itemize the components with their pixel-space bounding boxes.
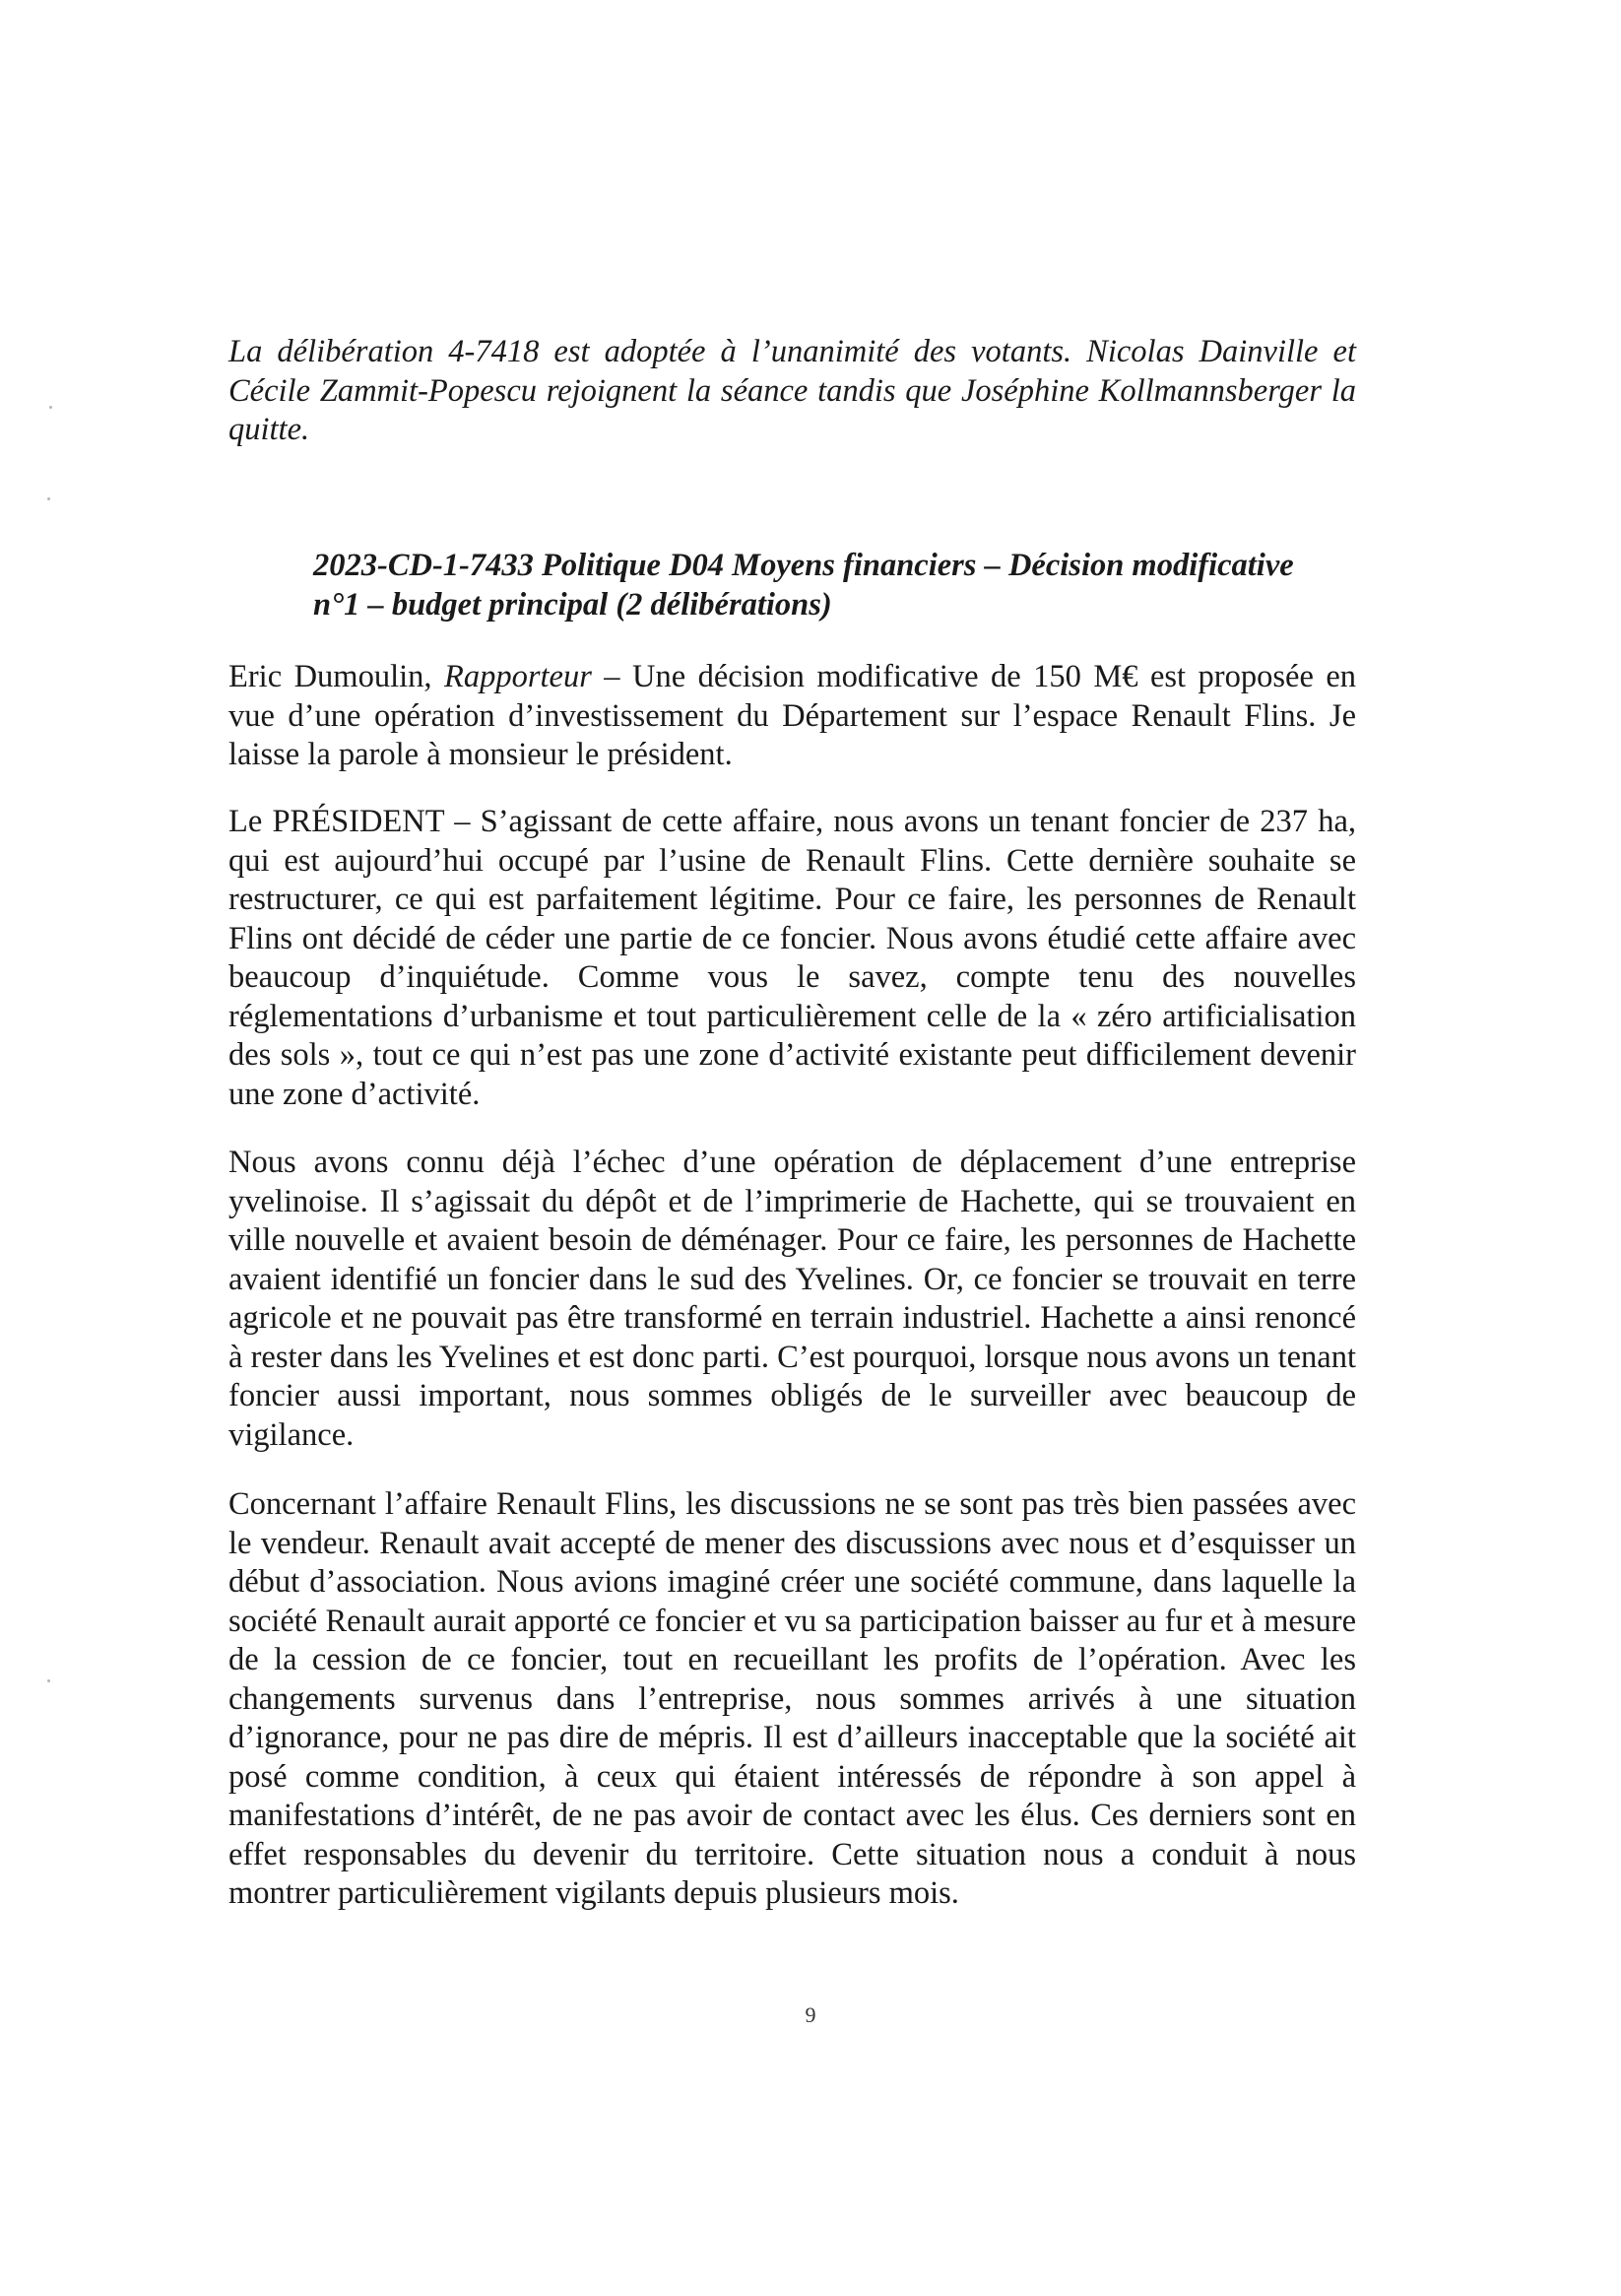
scan-speck xyxy=(47,1679,50,1682)
speaker-role: Rapporteur xyxy=(443,659,592,694)
intro-paragraph: La délibération 4-7418 est adoptée à l’unanimité des votants. Nicolas Dainville et Cécile Zammit-Popescu rejoignent la séance tandis que Joséphine Kollmannsberger la quitte. xyxy=(228,334,1356,447)
renault-flins-paragraph: Concernant l’affaire Renault Flins, les discussions ne se sont pas très bien passées avec le vendeur. Renault avait accepté de mener des discussions avec nous et d’esquisser un début d’association. Nous avions imaginé créer une société commune, dans laquelle la société Renault aurait apporté ce foncier et vu sa participation baisser au fur et à mesure de la cession de ce foncier, tout en recueillant les profits de l’opération. Avec les changements survenus dans l’entreprise, nous sommes arrivés à une situation d’ignorance, pour ne pas dire de mépris. Il est d’ailleurs inacceptable que la société ait posé comme condition, à ceux qui étaient intéressés de répondre à son appel à manifestations d’intérêt, de ne pas avoir de contact avec les élus. Ces derniers sont en effet responsables du devenir du territoire. Cette situation nous a conduit à nous montrer particulièrement vigilants depuis plusieurs mois. xyxy=(228,1486,1356,1911)
paragraph-text: – Une décision modificative de 150 M€ est proposée en vue d’une opération d’investissement du Département sur l’espace Renault Flins. Je laisse la parole à monsieur le président. xyxy=(228,659,1356,772)
speaker-name: Eric Dumoulin, xyxy=(228,659,444,694)
scan-speck xyxy=(47,497,50,500)
page-number: 9 xyxy=(805,2002,816,2027)
heading-line-2: n°1 – budget principal (2 délibérations) xyxy=(313,586,832,623)
agenda-item-heading xyxy=(313,547,1357,624)
hachette-paragraph: Nous avons connu déjà l’échec d’une opération de déplacement d’une entreprise yvelinoise. Il s’agissait du dépôt et de l’imprimerie de Hachette, qui se trouvaient en ville nouvelle et avaient besoin de déménager. Pour ce faire, les personnes de Hachette avaient identifié un foncier dans le sud des Yvelines. Or, ce foncier se trouvait en terre agricole et ne pouvait pas être transformé en terrain industriel. Hachette a ainsi renoncé à rester dans les Yvelines et est donc parti. C’est pourquoi, lorsque nous avons un tenant foncier aussi important, nous sommes obligés de le surveiller avec beaucoup de vigilance. xyxy=(228,1145,1356,1453)
heading-line-1: 2023-CD-1-7433 Politique D04 Moyens financiers – Décision modificative xyxy=(313,548,1294,583)
president-paragraph: Le PRÉSIDENT – S’agissant de cette affaire, nous avons un tenant foncier de 237 ha, qui est aujourd’hui occupé par l’usine de Renault Flins. Cette dernière souhaite se restructurer, ce qui est parfaitement légitime. Pour ce faire, les personnes de Renault Flins ont décidé de céder une partie de ce foncier. Nous avons étudié cette affaire avec beaucoup d’inquiétude. Comme vous le savez, compte tenu des nouvelles réglementations d’urbanisme et tout particulièrement celle de la « zéro artificialisation des sols », tout ce qui n’est pas une zone d’activité existante peut difficilement devenir une zone d’activité. xyxy=(228,804,1356,1112)
scan-speck xyxy=(49,406,52,409)
rapporteur-paragraph xyxy=(228,658,1356,775)
